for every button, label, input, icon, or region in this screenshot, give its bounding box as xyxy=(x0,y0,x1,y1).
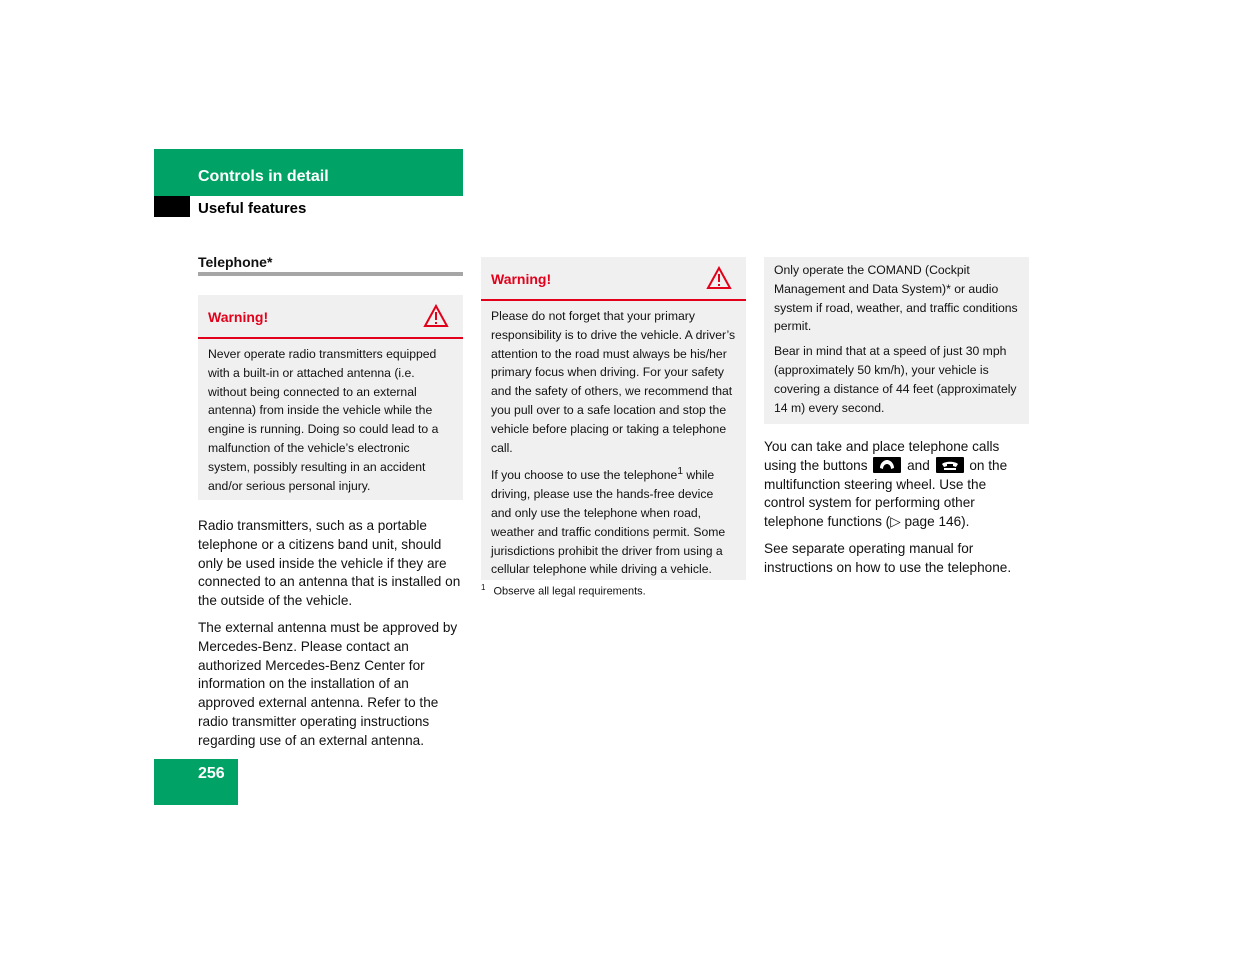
footnote-text: Observe all legal requirements. xyxy=(493,585,646,598)
footnote-ref: 1 xyxy=(677,466,683,478)
col3-text xyxy=(764,438,1030,586)
warning-header xyxy=(198,295,463,339)
note-box xyxy=(764,257,1029,424)
col1-paragraph: Radio transmitters, such as a portable telephone or a citizens band unit, should only be used inside the vehicle if they are connected to an antenna that is installed on the outside of the vehicle. xyxy=(198,518,461,609)
footnote-mark: 1 xyxy=(481,583,486,592)
warning-text xyxy=(491,463,736,579)
note-text: Bear in mind that at a speed of just 30 mph (approximately 50 km/h), your vehicle is covering a distance of 44 feet (approximately 14 m) every second. xyxy=(774,344,1017,415)
col1-paragraph: The external antenna must be approved by Mercedes-Benz. Please contact an authorized Mercedes-Benz Center for information on the installation of an approved external antenna. Refer to the radio transmitter operating instructions regarding use of an external antenna. xyxy=(198,619,458,748)
col3-paragraph: See separate operating manual for instructions on how to use the telephone. xyxy=(764,540,1012,575)
col3-text-part: and xyxy=(907,457,930,473)
warning-triangle-icon xyxy=(423,304,449,328)
heading-rule xyxy=(198,272,463,276)
page-number-band xyxy=(154,759,238,805)
warning-label: Warning! xyxy=(208,309,269,325)
warning-box-antenna xyxy=(198,295,463,500)
warning-text: Never operate radio transmitters equipped with a built-in or attached antenna (i.e. without being connected to an external antenna) from inside the vehicle while the engine is running. Doing so could lead to a malfunction of the vehicle’s electronic system, possibly resulting in an accident and/or serious personal injury. xyxy=(208,347,439,493)
page-number: 256 xyxy=(198,765,225,782)
footnote xyxy=(481,583,646,598)
note-text: Only operate the COMAND (Cockpit Management and Data System)* or audio system if road, weather, and traffic conditions permit. xyxy=(774,263,1018,334)
note-body xyxy=(764,257,1029,429)
col3-text-part: You can take and place telephone calls using the buttons xyxy=(764,439,1000,473)
header-marker xyxy=(154,196,190,217)
warning-header xyxy=(481,257,746,301)
warning-text-part: If you choose to use the telephone xyxy=(491,468,678,483)
col1-text xyxy=(198,517,464,759)
warning-body xyxy=(198,339,463,507)
phone-pickup-icon xyxy=(873,457,901,473)
warning-box-driving xyxy=(481,257,746,580)
warning-triangle-icon xyxy=(706,266,732,290)
section-subtitle: Useful features xyxy=(198,200,307,217)
col3-paragraph xyxy=(764,438,1030,532)
col3-text-part: on the multifunction steering wheel. Use the control system for performing other telephone functions (▷ page 146). xyxy=(764,457,1008,530)
telephone-heading: Telephone* xyxy=(198,254,273,270)
chapter-title: Controls in detail xyxy=(198,168,329,185)
phone-hangup-icon xyxy=(936,457,964,473)
warning-label: Warning! xyxy=(491,271,552,287)
warning-text: Please do not forget that your primary responsibility is to drive the vehicle. A driver’s attention to the road must always be his/her primary focus when driving. For your safety and the safety of others, we recommend that you pull over to a safe location and stop the vehicle before placing or taking a telephone call. xyxy=(491,309,736,455)
warning-text-part: while driving, please use the hands-free device and only use the telephone when road, weather and traffic conditions permit. Some jurisdictions prohibit the driver from using a cellular telephone while driving a vehicle. xyxy=(491,468,726,577)
warning-body xyxy=(481,301,746,591)
